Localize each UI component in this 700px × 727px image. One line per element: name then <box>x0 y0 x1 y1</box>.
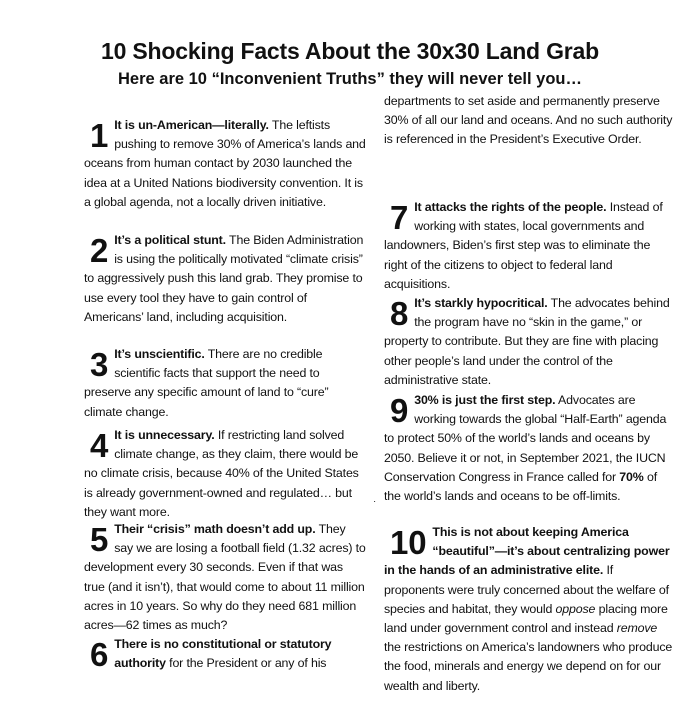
page-title: 10 Shocking Facts About the 30x30 Land Grab <box>101 38 599 64</box>
fact-2 <box>84 231 366 327</box>
fact-headline: This is not about keeping America “beautiful”—it’s about centralizing power in the hands of an administrative elite. <box>384 525 670 578</box>
fact-4 <box>84 426 366 522</box>
fact-headline: It’s starkly hypocritical. <box>414 296 548 310</box>
fact-text: placing more land under government control and instead <box>384 601 668 636</box>
fact-number: 4 <box>90 427 109 464</box>
fact-text: They say we are losing a football field (1.32 acres) to development every 30 seconds. Even if that was true (and it isn’t), that would come to about 11 million acres in 10 years. So why do they need 681 million acres—62 times as much? <box>84 522 366 633</box>
fact-headline: It is un-American—literally. <box>114 118 269 132</box>
fact-text: Instead of working with states, local governments and landowners, Biden’s first step was to eliminate the right of the citizens to object to federal land acquisitions. <box>384 200 663 291</box>
fact-5 <box>84 520 366 635</box>
fact-8 <box>384 294 676 390</box>
fact-10 <box>384 523 676 696</box>
fact-number: 2 <box>90 232 109 269</box>
fact-6-continued <box>384 92 676 150</box>
fact-number: 1 <box>90 117 109 154</box>
fact-number: 6 <box>90 636 109 673</box>
fact-text: If restricting land solved climate change, as they claim, there would be no climate crisis, because 40% of the United States is already government-owned and regulated… but they want more. <box>84 428 359 519</box>
fact-headline: It attacks the rights of the people. <box>414 200 607 214</box>
fact-headline: 30% is just the first step. <box>414 393 556 407</box>
fact-headline: 70% <box>619 469 644 484</box>
fact-headline: There is no constitutional or statutory authority <box>114 637 332 671</box>
fact-number: 3 <box>90 346 109 383</box>
fact-number: 8 <box>390 295 409 332</box>
fact-headline: It’s unscientific. <box>114 347 205 361</box>
fact-9 <box>384 391 676 506</box>
fact-text: remove <box>616 621 658 636</box>
fact-headline: It is unnecessary. <box>114 428 215 442</box>
fact-text: The Biden Administration is using the politically motivated “climate crisis” to aggressively push this land grab. They promise to use every tool they have to gain control of Americans’ land, including acquisition. <box>84 233 364 324</box>
fact-number: 5 <box>90 521 109 558</box>
fact-text: departments to set aside and permanently preserve 30% of all our land and oceans. And no such authority is referenced in the President’s Executive Order. <box>384 94 673 147</box>
fact-3 <box>84 345 366 422</box>
page-subtitle: Here are 10 “Inconvenient Truths” they will never tell you… <box>118 70 582 88</box>
fact-text: of the world’s lands and oceans to be off-limits. <box>384 469 657 504</box>
fact-1 <box>84 116 366 212</box>
fact-text: Advocates are working towards the global “Half-Earth” agenda to protect 50% of the world’s lands and oceans by 2050. Believe it or not, in September 2021, the IUCN Conservation Congress in France called for <box>384 393 667 484</box>
fact-text: oppose <box>555 601 596 616</box>
fact-text: There are no credible scientific facts that support the need to preserve any specific amount of land to “cure” climate change. <box>84 347 329 419</box>
fact-6 <box>84 635 366 673</box>
fact-text: The leftists pushing to remove 30% of America’s lands and oceans from human contact by 2030 launched the idea at a United Nations biodiversity convention. It is a global agenda, not a locally driven initiative. <box>84 118 366 209</box>
fact-text: the restrictions on America’s landowners who produce the food, minerals and energy we depend on for our wealth and liberty. <box>384 640 673 693</box>
fact-number: 9 <box>390 392 409 429</box>
fact-text: If proponents were truly concerned about the welfare of species and habitat, they would <box>384 563 669 616</box>
fact-text: for the President or any of his <box>165 656 327 671</box>
scan-speck: ⋅ <box>373 497 377 508</box>
fact-7 <box>384 198 676 294</box>
fact-text: The advocates behind the program have no “skin in the game,” or property to contribute. But they are fine with placing other people’s land under the control of the administrative state. <box>384 296 670 387</box>
fact-number: 10 <box>390 524 427 561</box>
fact-number: 7 <box>390 199 409 236</box>
fact-headline: Their “crisis” math doesn’t add up. <box>114 522 316 536</box>
fact-headline: It’s a political stunt. <box>114 233 226 247</box>
